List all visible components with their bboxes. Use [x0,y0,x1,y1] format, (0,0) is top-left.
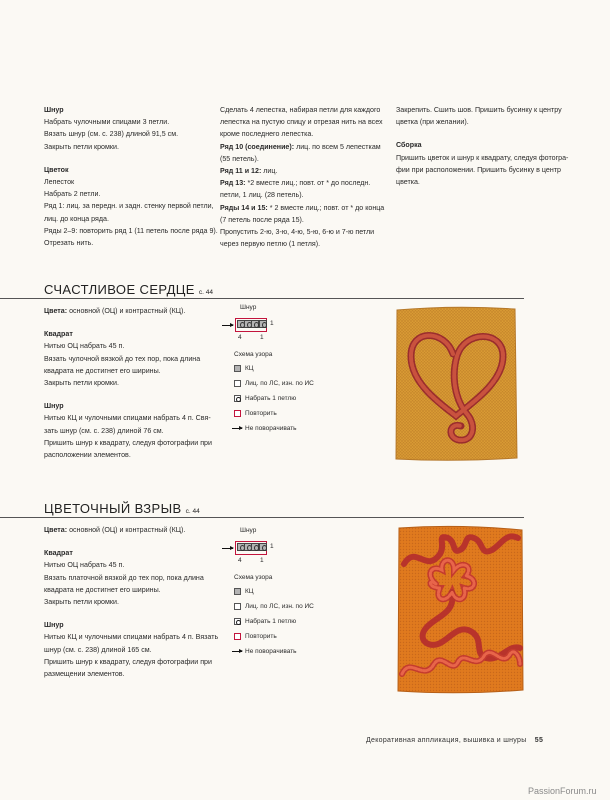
legend-label: Лиц. по ЛС, изн. по ИС [245,603,314,611]
cast-on-cell [259,320,267,328]
text-line: размещении элементов. [44,670,125,679]
heading: Шнур [44,402,64,411]
page-number: 55 [534,737,544,744]
text-line: Пришить шнур к квадрату, следуя фотографии при [44,438,212,447]
column-number: 4 [238,334,242,341]
legend-label: Не поворачивать [245,425,297,432]
legend-label: КЦ [245,365,254,373]
text-line: Пришить шнур к квадрату, следуя фотографии при [44,657,212,666]
chart-row [237,543,266,551]
chart-row [237,320,266,328]
section-title-text: СЧАСТЛИВОЕ СЕРДЦЕ [44,282,195,297]
legend-item [234,380,314,387]
heading: Шнур [44,621,64,630]
row-number: 1 [270,320,274,327]
colors-label: Цвета: [44,307,68,315]
column-number: 1 [260,334,264,341]
text-line: Закрыть петли кромки. [44,598,119,607]
legend-label: Набрать 1 петлю [245,618,297,626]
text-line: лепестка на пустую спицу и отрезая нить на всех [220,118,383,127]
text-line: Пришить цветок и шнур к квадрату, следуя фотогра- [396,153,569,162]
text-line: через первую петлю (1 петля). [220,240,321,249]
repeat-swatch-icon [234,633,241,640]
row-label: Ряд 13: [220,179,246,188]
top-col-3 [396,104,568,188]
text-line: Нитью ОЦ набрать 45 п. [44,342,125,351]
text-line: лиц. до конца ряда. [44,214,109,223]
section-title [44,282,213,297]
no-turn-arrow-icon [222,325,233,326]
text-line: Вязать чулочной вязкой до тех пор, пока длина [44,354,201,363]
chart-title: Шнур [240,304,257,311]
text-line: Закрыть петли кромки. [44,379,119,388]
legend-item [234,603,314,610]
legend-label: Лиц. по ЛС, изн. по ИС [245,380,314,388]
top-col-2 [220,104,384,250]
text-line: цветка. [396,178,420,187]
footer [366,737,543,744]
text-line: Отрезать нить. [44,239,94,248]
cast-on-swatch-icon [234,618,241,625]
row-text: лиц. по всем 5 лепесткам [294,142,381,151]
column-number: 1 [260,557,264,564]
heading: Цветок [44,165,69,174]
row-text: * 2 вместе лиц.; повт. от * до конца [267,203,385,212]
divider [0,298,524,299]
text-line [44,524,218,536]
heading: Сборка [396,141,422,150]
section-title-text: ЦВЕТОЧНЫЙ ВЗРЫВ [44,501,182,516]
text-line: квадрата не достигнет его ширины. [44,366,161,375]
text-line: петли, 1 лиц. (28 петель). [220,191,304,200]
text-line: шнур (см. с. 238) длиной 165 см. [44,645,152,654]
repeat-swatch-icon [234,410,241,417]
contrast-color-swatch-icon [234,365,241,372]
text-line: фии при расположении. Пришить бусинку в центр [396,165,561,174]
colors-label: Цвета: [44,526,68,534]
chart-title: Шнур [240,527,257,534]
text-line: Сделать 4 лепестка, набирая петли для каждого [220,106,381,114]
text-line: Закрыть петли кромки. [44,142,119,151]
text-line: Вязать шнур (см. с. 238) длиной 91,5 см. [44,130,179,139]
legend-title: Схема узора [234,351,273,358]
text-line: (7 петель после ряда 15). [220,215,304,224]
legend-item [232,648,297,655]
divider [0,517,524,518]
no-turn-arrow-icon [232,428,242,429]
text-line: Нитью КЦ и чулочными спицами набрать 4 п. Свя- [44,414,211,423]
text-line: Закрепить. Сшить шов. Пришить бусинку к центру [396,106,562,114]
text-line: цветка (при желании). [396,118,469,127]
legend-title: Схема узора [234,574,273,581]
no-turn-arrow-icon [232,651,242,652]
top-col-1 [44,104,218,249]
legend-item [234,633,277,640]
legend-label: Не поворачивать [245,648,297,655]
heading: Шнур [44,106,64,114]
watermark: PassionForum.ru [528,786,597,796]
text-line: квадрата не достигнет его ширины. [44,585,161,594]
no-turn-arrow-icon [222,548,233,549]
text-line: Нитью ОЦ набрать 45 п. [44,561,125,570]
text-line: Ряды 2–9: повторить ряд 1 (11 петель после ряда 9). [44,226,218,235]
legend-item [232,425,297,432]
knit-swatch-icon [234,603,241,610]
knitting-chart [222,527,332,657]
page-reference: с. 44 [185,508,200,515]
text-line [220,141,384,153]
colors-text: основной (ОЦ) и контрастный (КЦ). [67,526,186,534]
legend-label: Повторить [245,410,277,418]
text-line: кроме последнего лепестка. [220,130,314,139]
row-label: Ряды 14 и 15: [220,203,268,212]
legend-label: Повторить [245,633,277,641]
legend-item [234,365,254,372]
column-number: 4 [238,557,242,564]
cast-on-swatch-icon [234,395,241,402]
page-reference: с. 44 [198,289,213,296]
legend-label: Набрать 1 петлю [245,395,297,403]
text-line: Лепесток [44,178,75,187]
text-line: Ряд 1: лиц. за передн. и задн. стенку первой петли, [44,202,214,211]
text-line: расположении элементов. [44,451,131,460]
heading: Квадрат [44,549,73,558]
legend-item [234,395,296,402]
section-title [44,501,200,516]
row-number: 1 [270,543,274,550]
text-line: зать шнур (см. с. 238) длиной 76 см. [44,426,164,435]
knitting-chart [222,304,332,434]
text-line: Нитью КЦ и чулочными спицами набрать 4 п. Вязать [44,633,219,642]
row-text: *2 вместе лиц.; повт. от * до последн. [245,179,371,188]
text-line: Вязать платочной вязкой до тех пор, пока длина [44,573,204,582]
cast-on-cell [259,543,267,551]
text-line [44,305,212,317]
row-text: лиц. [261,167,278,176]
legend-item [234,588,254,595]
legend-item [234,410,277,417]
contrast-color-swatch-icon [234,588,241,595]
footer-text: Декоративная аппликация, вышивка и шнуры [366,737,527,744]
row-label: Ряд 11 и 12: [220,167,262,176]
text-line [220,165,384,177]
flower-square-photo [396,524,526,696]
colors-text: основной (ОЦ) и контрастный (КЦ). [67,307,186,315]
text-line: Набрать чулочными спицами 3 петли. [44,118,170,127]
heading: Квадрат [44,330,73,339]
legend-label: КЦ [245,588,254,596]
heart-square-photo [393,304,519,464]
knit-swatch-icon [234,380,241,387]
section1-text [44,305,212,461]
legend-item [234,618,296,625]
text-line: (55 петель). [220,154,259,163]
text-line: Набрать 2 петли. [44,190,101,199]
text-line: Пропустить 2-ю, 3-ю, 4-ю, 5-ю, 6-ю и 7-ю петли [220,228,375,237]
row-label: Ряд 10 (соединение): [220,142,295,151]
section2-text [44,524,218,680]
text-line [220,177,384,189]
text-line [220,202,384,214]
